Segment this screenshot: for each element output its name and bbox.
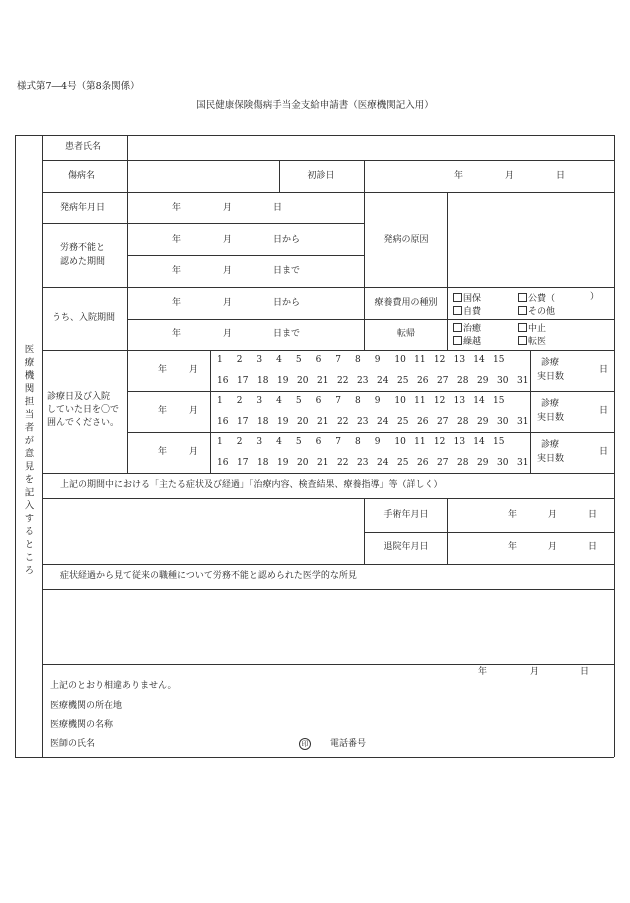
cert-day: 日 — [580, 667, 590, 677]
visit-days-label-1: 診療日及び入院 — [47, 392, 111, 402]
calendar-day[interactable]: 30 — [497, 458, 509, 468]
calendar-day[interactable]: 26 — [417, 376, 429, 386]
checkbox-icon — [518, 323, 527, 332]
actual-days-label-1: 診療 — [541, 440, 560, 450]
onset-month: 月 — [223, 203, 233, 213]
fee-option-kokuho[interactable]: 国保 — [453, 293, 481, 304]
incapacity-until-day: 日まで — [273, 266, 301, 276]
calendar-day[interactable]: 20 — [297, 417, 309, 427]
calendar-day[interactable]: 23 — [357, 417, 369, 427]
actual-days-label-2: 実日数 — [537, 454, 565, 464]
form-number: 様式第7―4号（第8条関係） — [17, 81, 140, 92]
stay-from-month: 月 — [223, 298, 233, 308]
calendar-day[interactable]: 12 — [433, 396, 446, 406]
calendar-day[interactable]: 17 — [237, 376, 249, 386]
calendar-day[interactable]: 25 — [397, 417, 409, 427]
calendar-day[interactable]: 13 — [453, 437, 466, 447]
calendar-day[interactable]: 18 — [257, 458, 269, 468]
calendar-day[interactable]: 10 — [394, 437, 406, 447]
calendar-day[interactable]: 4 — [276, 396, 282, 406]
form-title: 国民健康保険傷病手当金支給申請書（医療機関記入用） — [196, 100, 434, 111]
calendar-day[interactable]: 6 — [315, 355, 322, 365]
actual-days-label-1: 診療 — [541, 399, 560, 409]
discharge-year: 年 — [508, 542, 518, 552]
calendar-day[interactable]: 18 — [257, 417, 269, 427]
calendar-day[interactable]: 16 — [217, 417, 229, 427]
actual-days-label-2: 実日数 — [537, 413, 565, 423]
medical-opinion-label: 症状経過から見て従来の職種について労務不能と認められた医学的な所見 — [60, 571, 357, 581]
calendar-day[interactable]: 17 — [237, 417, 249, 427]
checkbox-icon — [518, 336, 527, 345]
fee-type-label: 療養費用の種別 — [374, 298, 438, 308]
calendar-day[interactable]: 14 — [473, 355, 485, 365]
fee-option-jihi[interactable]: 自費 — [453, 306, 481, 317]
first-visit-day: 日 — [556, 171, 566, 181]
fee-option-kohi[interactable]: 公費（ — [518, 293, 555, 304]
certify-text: 上記のとおり相違ありません。 — [50, 681, 177, 691]
calendar-day[interactable]: 28 — [457, 458, 469, 468]
stay-from-day: 日から — [273, 298, 301, 308]
checkbox-icon — [518, 293, 527, 302]
calendar-day[interactable]: 7 — [335, 396, 342, 406]
calendar-day[interactable]: 2 — [236, 437, 243, 447]
checkbox-icon — [453, 293, 462, 302]
calendar-day[interactable]: 26 — [417, 458, 429, 468]
discharge-day: 日 — [588, 542, 598, 552]
calendar-day[interactable]: 21 — [317, 417, 329, 427]
discharge-month: 月 — [548, 542, 558, 552]
calendar-day[interactable]: 20 — [297, 376, 309, 386]
onset-date-label: 発病年月日 — [60, 203, 106, 213]
calendar-day[interactable]: 3 — [256, 396, 263, 406]
calendar-day[interactable]: 3 — [256, 355, 263, 365]
checkbox-icon — [453, 306, 462, 315]
calendar-day[interactable]: 16 — [217, 376, 229, 386]
institution-address-label: 医療機関の所在地 — [50, 701, 123, 711]
outcome-cured[interactable]: 治癒 — [453, 323, 481, 334]
calendar-day[interactable]: 1 — [217, 437, 223, 447]
incapacity-from-month: 月 — [223, 235, 233, 245]
calendar-day[interactable]: 29 — [477, 458, 489, 468]
calendar-day[interactable]: 9 — [374, 355, 381, 365]
calendar-day[interactable]: 6 — [315, 437, 322, 447]
calendar-day[interactable]: 6 — [315, 396, 322, 406]
outcome-transfer[interactable]: 転医 — [518, 336, 546, 347]
calendar-month: 月 — [189, 406, 199, 416]
calendar-day[interactable]: 15 — [493, 396, 505, 406]
calendar-day[interactable]: 24 — [377, 376, 389, 386]
doctor-name-label: 医師の氏名 — [50, 739, 96, 749]
onset-year: 年 — [172, 203, 182, 213]
calendar-day[interactable]: 2 — [236, 355, 243, 365]
calendar-day[interactable]: 19 — [277, 458, 289, 468]
incapacity-from-year: 年 — [172, 235, 182, 245]
calendar-day[interactable]: 17 — [237, 458, 249, 468]
calendar-day[interactable]: 11 — [414, 396, 426, 406]
calendar-day[interactable]: 4 — [276, 437, 282, 447]
calendar-day[interactable]: 22 — [337, 376, 349, 386]
calendar-day[interactable]: 26 — [417, 417, 429, 427]
calendar-day[interactable]: 8 — [355, 396, 361, 406]
calendar-day[interactable]: 22 — [337, 417, 349, 427]
calendar-day[interactable]: 1 — [217, 396, 223, 406]
calendar-day[interactable]: 22 — [337, 458, 349, 468]
calendar-day[interactable]: 15 — [493, 437, 505, 447]
calendar-year: 年 — [158, 406, 168, 416]
first-visit-month: 月 — [505, 171, 515, 181]
side-label: 医療機関担当者が意見を記入するところ — [22, 344, 34, 578]
outcome-label: 転帰 — [396, 329, 416, 339]
surgery-year: 年 — [508, 510, 518, 520]
surgery-date-label: 手術年月日 — [383, 510, 429, 520]
calendar-day[interactable]: 15 — [493, 355, 505, 365]
calendar-day[interactable]: 30 — [497, 417, 509, 427]
calendar-day[interactable]: 24 — [377, 458, 389, 468]
calendar-day[interactable]: 5 — [295, 355, 302, 365]
actual-days-unit: 日 — [599, 365, 609, 375]
calendar-day[interactable]: 29 — [477, 376, 489, 386]
disease-name-label: 傷病名 — [68, 171, 96, 181]
outcome-stopped[interactable]: 中止 — [518, 323, 546, 334]
calendar-day[interactable]: 19 — [277, 417, 289, 427]
stay-until-day: 日まで — [273, 329, 301, 339]
calendar-day[interactable]: 9 — [374, 396, 381, 406]
incapacity-until-year: 年 — [172, 266, 182, 276]
checkbox-icon — [453, 336, 462, 345]
onset-cause-label: 発病の原因 — [383, 235, 429, 245]
calendar-day[interactable]: 11 — [414, 437, 426, 447]
calendar-day[interactable]: 18 — [257, 376, 269, 386]
visit-days-label-2: していた日を〇で — [47, 405, 120, 415]
institution-name-label: 医療機関の名称 — [50, 720, 114, 730]
calendar-day[interactable]: 2 — [236, 396, 243, 406]
first-visit-label: 初診日 — [307, 171, 335, 181]
calendar-day[interactable]: 27 — [437, 458, 449, 468]
stay-from-year: 年 — [172, 298, 182, 308]
onset-day: 日 — [273, 203, 283, 213]
calendar-day[interactable]: 3 — [256, 437, 263, 447]
stay-until-year: 年 — [172, 329, 182, 339]
phone-label: 電話番号 — [330, 739, 367, 749]
incapacity-label-1: 労務不能と — [60, 243, 106, 253]
calendar-day[interactable]: 10 — [394, 355, 406, 365]
calendar-day[interactable]: 24 — [377, 417, 389, 427]
seal-icon: 印 — [299, 738, 311, 750]
calendar-day[interactable]: 30 — [497, 376, 509, 386]
calendar-day[interactable]: 14 — [473, 437, 485, 447]
incapacity-until-month: 月 — [223, 266, 233, 276]
calendar-day[interactable]: 11 — [414, 355, 426, 365]
cert-year: 年 — [478, 667, 488, 677]
calendar-day[interactable]: 9 — [374, 437, 381, 447]
calendar-month: 月 — [189, 365, 199, 375]
calendar-day[interactable]: 23 — [357, 458, 369, 468]
calendar-day[interactable]: 20 — [297, 458, 309, 468]
incapacity-label-2: 認めた期間 — [60, 257, 106, 267]
calendar-day[interactable]: 8 — [355, 355, 361, 365]
actual-days-label-2: 実日数 — [537, 372, 565, 382]
calendar-month: 月 — [189, 447, 199, 457]
calendar-day[interactable]: 19 — [277, 376, 289, 386]
outcome-carryover[interactable]: 繰越 — [453, 336, 481, 347]
calendar-day[interactable]: 5 — [295, 437, 302, 447]
fee-option-kohi-close: ） — [590, 292, 600, 302]
calendar-day[interactable]: 1 — [217, 355, 223, 365]
calendar-day[interactable]: 7 — [335, 355, 342, 365]
calendar-day[interactable]: 28 — [457, 417, 469, 427]
calendar-day[interactable]: 10 — [394, 396, 406, 406]
surgery-month: 月 — [548, 510, 558, 520]
calendar-day[interactable]: 12 — [433, 437, 446, 447]
calendar-day[interactable]: 13 — [453, 396, 466, 406]
calendar-day[interactable]: 29 — [477, 417, 489, 427]
calendar-day[interactable]: 25 — [397, 376, 409, 386]
symptoms-note: 上記の期間中における「主たる症状及び経過」「治療内容、検査結果、療養指導」等（詳しく） — [60, 480, 443, 490]
calendar-day[interactable]: 23 — [357, 376, 369, 386]
calendar-day[interactable]: 21 — [317, 376, 329, 386]
actual-days-label-1: 診療 — [541, 358, 560, 368]
patient-name-label: 患者氏名 — [65, 142, 102, 152]
calendar-day[interactable]: 25 — [397, 458, 409, 468]
calendar-day[interactable]: 31 — [517, 417, 529, 427]
calendar-day[interactable]: 14 — [473, 396, 485, 406]
actual-days-unit: 日 — [599, 406, 609, 416]
checkbox-icon — [453, 323, 462, 332]
calendar-day[interactable]: 4 — [276, 355, 282, 365]
checkbox-icon — [518, 306, 527, 315]
calendar-day[interactable]: 31 — [517, 376, 529, 386]
calendar-year: 年 — [158, 447, 168, 457]
surgery-day: 日 — [588, 510, 598, 520]
cert-month: 月 — [530, 667, 540, 677]
first-visit-year: 年 — [454, 171, 464, 181]
calendar-day[interactable]: 27 — [437, 417, 449, 427]
calendar-day[interactable]: 8 — [355, 437, 361, 447]
calendar-year: 年 — [158, 365, 168, 375]
stay-until-month: 月 — [223, 329, 233, 339]
discharge-date-label: 退院年月日 — [383, 542, 429, 552]
actual-days-unit: 日 — [599, 447, 609, 457]
calendar-day[interactable]: 27 — [437, 376, 449, 386]
visit-days-label-3: 囲んでください。 — [47, 418, 120, 428]
fee-option-other[interactable]: その他 — [518, 306, 555, 317]
calendar-day[interactable]: 31 — [517, 458, 529, 468]
calendar-day[interactable]: 12 — [433, 355, 446, 365]
incapacity-from-day: 日から — [273, 235, 301, 245]
calendar-day[interactable]: 16 — [217, 458, 229, 468]
calendar-day[interactable]: 28 — [457, 376, 469, 386]
calendar-day[interactable]: 21 — [317, 458, 329, 468]
calendar-day[interactable]: 13 — [453, 355, 466, 365]
calendar-day[interactable]: 5 — [295, 396, 302, 406]
hospital-stay-label: うち、入院期間 — [52, 313, 116, 323]
calendar-day[interactable]: 7 — [335, 437, 342, 447]
